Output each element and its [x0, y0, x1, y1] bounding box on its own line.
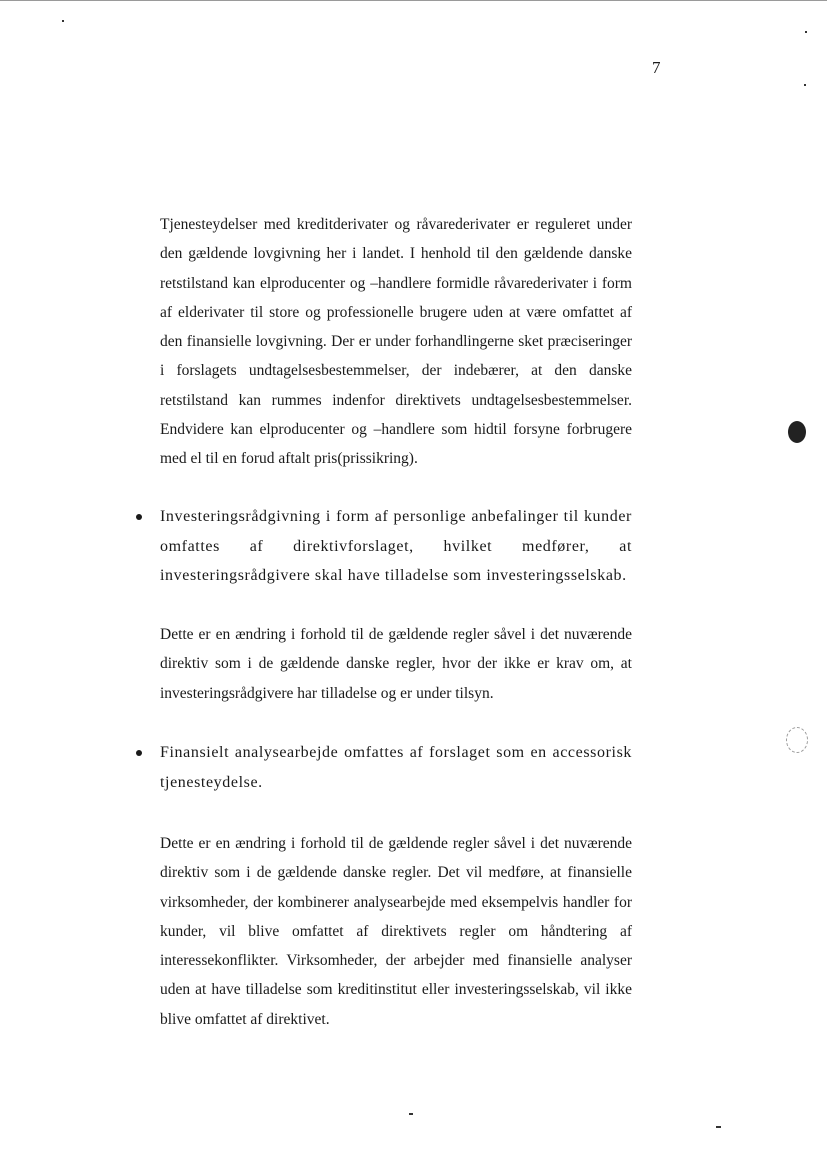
scan-speck [716, 1126, 721, 1128]
page-number: 7 [652, 58, 661, 77]
paragraph-derivatives: Tjenesteydelser med kreditderivater og råvarederivater er reguleret under den gældende lovgivning her i landet. I henhold til den gældende danske retstilstand kan elproducenter og –handlere formidle råvarederivater i form af elderivater til store og professionelle brugere uden at være omfattet af den finansielle lovgivning. Der er under forhandlingerne sket præciseringer i forslagets undtagelsesbestemmelser, der indebærer, at den danske retstilstand kan rummes indenfor direktivets undtagelsesbestemmelser. Endvidere kan elproducenter og –handlere som hidtil forsyne forbrugere med el til en forud aftalt pris(prissikring). [160, 216, 632, 468]
scan-speck [804, 84, 806, 86]
paragraph-investment-advice-change: Dette er en ændring i forhold til de gældende regler såvel i det nuværende direktiv som i de gældende danske regler, hvor der ikke er krav om, at investeringsrådgivere har tilladelse og er under tilsyn. [160, 626, 632, 702]
punch-hole-mark [788, 421, 806, 443]
bullet-marker [136, 750, 142, 756]
bullet-investment-advice: Investeringsrådgivning i form af personlige anbefalinger til kunder omfattes af direktivforslaget, hvilket medfører, at investeringsrådgivere skal have tilladelse som investeringsselskab. [160, 508, 632, 584]
bullet-marker [136, 514, 142, 520]
paragraph-financial-analysis-change: Dette er en ændring i forhold til de gældende regler såvel i det nuværende direktiv som i de gældende danske regler. Det vil medføre, at finansielle virksomheder, der kombinerer analysearbejde med eksempelvis handler for kunder, vil blive omfattet af direktivets regler om håndtering af interessekonflikter. Virksomheder, der arbejder med finansielle analyser uden at have tilladelse som kreditinstitut eller investeringsselskab, vil ikke blive omfattet af direktivet. [160, 835, 632, 1028]
scan-top-edge [0, 0, 827, 1]
punch-hole-faint-mark [786, 727, 808, 753]
scan-speck [409, 1113, 413, 1115]
scan-speck [62, 20, 64, 22]
bullet-financial-analysis: Finansielt analysearbejde omfattes af forslaget som en accessorisk tjenesteydelse. [160, 744, 632, 791]
scan-speck [805, 31, 807, 33]
